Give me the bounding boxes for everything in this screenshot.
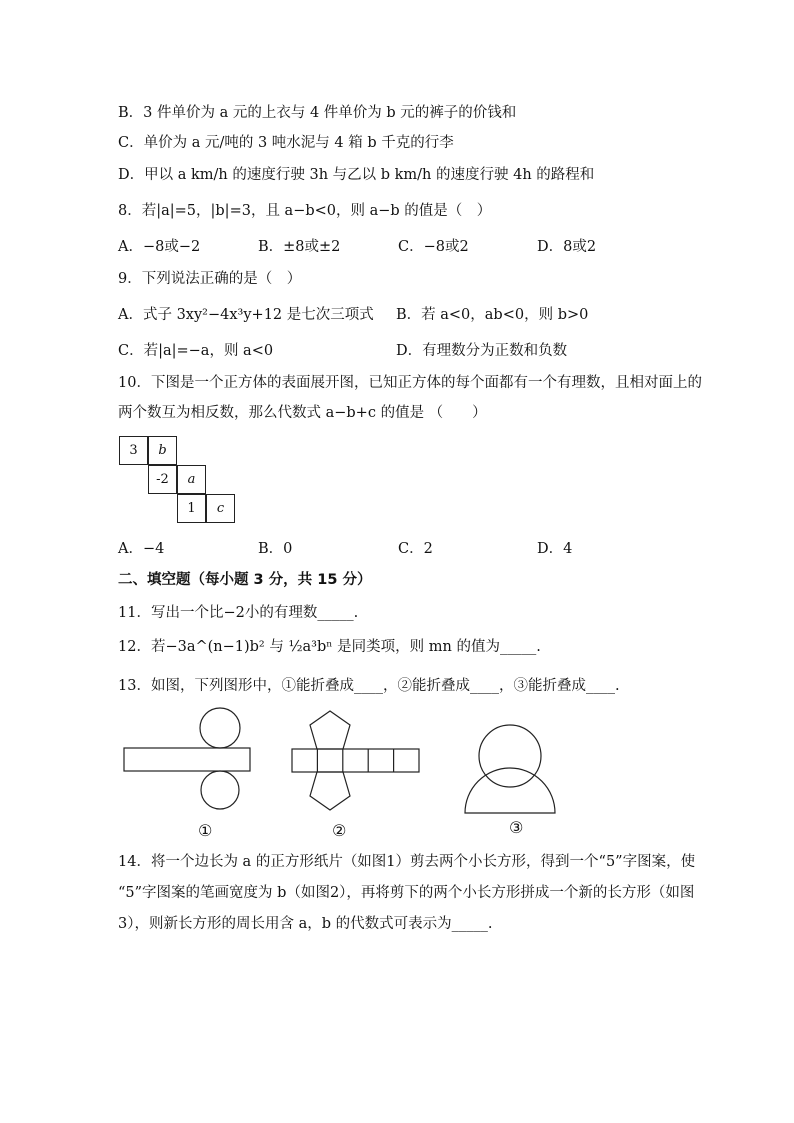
figure-cone-net — [465, 725, 555, 813]
net-cell: 3 — [119, 436, 148, 465]
q7-option-d — [118, 166, 594, 184]
q9-option-c: C．若|a|=−a，则 a<0 — [118, 343, 274, 359]
q13-stem: 13．如图，下列图形中，①能折叠成____，②能折叠成____，③能折叠成____. — [118, 678, 620, 694]
bottom-pentagon — [310, 772, 350, 810]
net-cell: a — [177, 465, 206, 494]
figure-label-1: ① — [198, 821, 213, 840]
q10-option-d: D．4 — [537, 541, 573, 557]
q8-stem-text: 8．若|a|=5，|b|=3，且 a−b<0，则 a−b 的值是（ ） — [118, 203, 492, 219]
q8-stem — [118, 202, 491, 220]
q9-stem: 9．下列说法正确的是（ ） — [118, 271, 302, 287]
figure-cylinder-net — [124, 708, 250, 809]
q10-option-c: C．2 — [398, 541, 433, 557]
q9-option-d: D．有理数分为正数和负数 — [396, 343, 568, 359]
net-cell: b — [148, 436, 177, 465]
q11-stem: 11．写出一个比−2小的有理数_____. — [118, 605, 359, 621]
q12-stem: 12．若−3a^(n−1)b² 与 ½a³bⁿ 是同类项，则 mn 的值为_____. — [118, 639, 541, 655]
q10-stem-line2: 两个数互为相反数，那么代数式 a−b+c 的值是 （ ） — [118, 405, 487, 421]
net-cell: 1 — [177, 494, 206, 523]
q7-option-c-text: C．单价为 a 元/吨的 3 吨水泥与 4 箱 b 千克的行李 — [118, 135, 454, 151]
q9-option-b: B．若 a<0，ab<0，则 b>0 — [396, 307, 589, 323]
figure-prism-net — [292, 711, 419, 810]
q8-option-d: D．8或2 — [537, 239, 597, 255]
q10-option-b: B．0 — [258, 541, 293, 557]
cone-base-circle — [479, 725, 541, 787]
q8-option-a: A．−8或−2 — [118, 239, 201, 255]
q7-option-c — [118, 134, 454, 152]
q7-option-b — [118, 104, 516, 122]
q8-option-c: C．−8或2 — [398, 239, 469, 255]
net-cell: -2 — [148, 465, 177, 494]
section-title: 二、填空题（每小题 3 分，共 15 分） — [118, 572, 372, 588]
cone-lateral-sector — [465, 768, 555, 813]
q13-figures — [0, 700, 794, 850]
net-cell: c — [206, 494, 235, 523]
q14-line3: 3），则新长方形的周长用含 a，b 的代数式可表示为_____. — [118, 916, 493, 932]
q14-line2: “5”字图案的笔画宽度为 b（如图2），再将剪下的两个小长方形拼成一个新的长方形（如图 — [118, 885, 695, 901]
top-circle — [200, 708, 240, 748]
q7-option-d-text: D．甲以 a km/h 的速度行驶 3h 与乙以 b km/h 的速度行驶 4h 的路程和 — [118, 167, 595, 183]
figure-label-3: ③ — [509, 818, 524, 837]
bottom-circle — [201, 771, 239, 809]
q10-stem-line1: 10．下图是一个正方体的表面展开图，已知正方体的每个面都有一个有理数，且相对面上的 — [118, 375, 702, 391]
figure-label-2: ② — [332, 821, 347, 840]
q8-option-b: B．±8或±2 — [258, 239, 341, 255]
q14-line1: 14．将一个边长为 a 的正方形纸片（如图1）剪去两个小长方形，得到一个“5”字图案，使 — [118, 854, 696, 870]
q9-option-a: A．式子 3xy²−4x³y+12 是七次三项式 — [118, 307, 374, 323]
q10-option-a: A．−4 — [118, 541, 165, 557]
side-rectangle — [124, 748, 250, 771]
top-pentagon — [310, 711, 350, 749]
q7-option-b-text: B．3 件单价为 a 元的上衣与 4 件单价为 b 元的裤子的价钱和 — [118, 105, 517, 121]
